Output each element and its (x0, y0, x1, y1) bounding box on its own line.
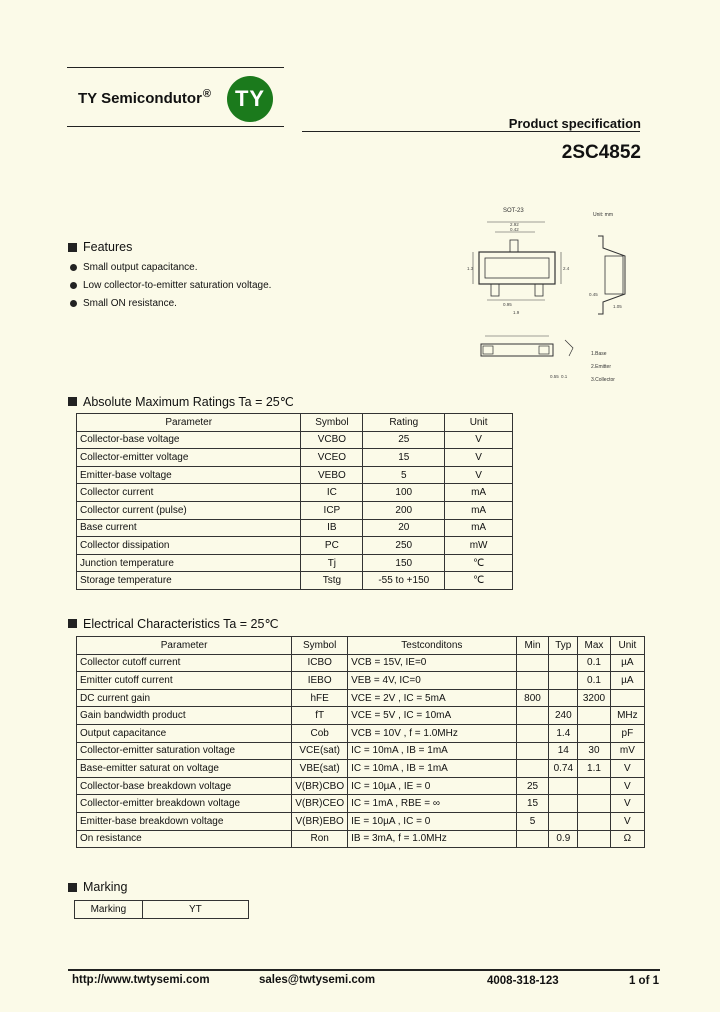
table-cell (549, 654, 578, 672)
abs-max-table (76, 413, 513, 590)
table-row (77, 572, 513, 590)
table-cell: VCEO (301, 449, 363, 467)
footer-website-link[interactable]: http://www.twtysemi.com (72, 974, 210, 986)
abs-max-body (77, 431, 513, 589)
table-cell: IC = 10µA , IE = 0 (348, 777, 516, 795)
dim-thickness: 0.1 (561, 374, 568, 379)
dim-foot-length: 0.45 (589, 292, 598, 297)
bullet-icon (70, 282, 77, 289)
table-cell: VCE = 5V , IC = 10mA (348, 707, 516, 725)
table-cell: Emitter cutoff current (77, 672, 292, 690)
dim-lead-width: 0.42 (510, 227, 519, 232)
marking-heading (68, 880, 127, 894)
dim-overall-width: 2.4 (563, 266, 570, 271)
pin-3-label: 3.Collector (591, 377, 615, 383)
table-cell: 800 (516, 689, 549, 707)
table-cell: 5 (516, 812, 549, 830)
bullet-icon (70, 300, 77, 307)
table-cell (516, 760, 549, 778)
dim-lead-pitch: 0.95 (503, 302, 512, 307)
table-cell (549, 777, 578, 795)
table-cell: Collector cutoff current (77, 654, 292, 672)
company-logo: TY (227, 76, 273, 122)
pin-2-label: 2.Emitter (591, 364, 612, 370)
table-cell: IB = 3mA, f = 1.0MHz (348, 830, 516, 848)
table-cell (578, 795, 611, 813)
table-row (77, 484, 513, 502)
table-header-row (77, 414, 513, 432)
col-header: Parameter (77, 414, 301, 432)
table-row (77, 554, 513, 572)
feature-text: Small output capacitance. (83, 261, 198, 273)
table-cell: Gain bandwidth product (77, 707, 292, 725)
abs-max-heading (68, 394, 294, 409)
dim-length: 2.92 (510, 222, 519, 227)
marking-title: Marking (83, 880, 128, 894)
table-cell: VBE(sat) (292, 760, 348, 778)
table-cell: ℃ (445, 554, 513, 572)
table-cell: hFE (292, 689, 348, 707)
spec-rule (302, 131, 640, 132)
table-cell: Junction temperature (77, 554, 301, 572)
footer-phone: 4008-318-123 (487, 975, 559, 987)
table-cell (549, 689, 578, 707)
elec-body (77, 654, 645, 848)
product-specification-label: Product specification (508, 116, 641, 131)
col-header: Symbol (301, 414, 363, 432)
table-cell: Tstg (301, 572, 363, 590)
table-row (77, 689, 645, 707)
table-row (77, 501, 513, 519)
col-header: Rating (363, 414, 445, 432)
table-cell: mW (445, 537, 513, 555)
package-outline-drawing (465, 200, 645, 390)
table-row (77, 537, 513, 555)
table-cell: 150 (363, 554, 445, 572)
feature-item (70, 258, 271, 276)
table-cell: 0.1 (578, 672, 611, 690)
abs-max-title: Absolute Maximum Ratings Ta = 25℃ (83, 395, 294, 409)
table-cell (549, 795, 578, 813)
marking-value: YT (142, 901, 248, 919)
section-bullet-icon (68, 883, 77, 892)
col-header: Max (578, 637, 611, 655)
table-cell (516, 830, 549, 848)
table-row (77, 466, 513, 484)
table-cell: 1.1 (578, 760, 611, 778)
table-row (77, 431, 513, 449)
table-cell: Collector-base voltage (77, 431, 301, 449)
table-cell: 0.74 (549, 760, 578, 778)
table-cell: 100 (363, 484, 445, 502)
table-cell: µA (610, 654, 644, 672)
table-cell: 15 (363, 449, 445, 467)
table-cell: ℃ (445, 572, 513, 590)
table-cell: IC (301, 484, 363, 502)
table-cell: -55 to +150 (363, 572, 445, 590)
table-row (77, 777, 645, 795)
table-cell: V (610, 795, 644, 813)
table-cell: 5 (363, 466, 445, 484)
table-cell: Storage temperature (77, 572, 301, 590)
table-cell: VEB = 4V, IC=0 (348, 672, 516, 690)
registered-mark: ® (202, 88, 212, 100)
table-cell: 3200 (578, 689, 611, 707)
features-title: Features (83, 240, 133, 254)
table-row (77, 672, 645, 690)
table-cell (549, 812, 578, 830)
table-cell: V (445, 449, 513, 467)
section-bullet-icon (68, 397, 77, 406)
table-cell: Tj (301, 554, 363, 572)
table-cell: IC = 1mA , RBE = ∞ (348, 795, 516, 813)
table-cell: DC current gain (77, 689, 292, 707)
table-cell: 15 (516, 795, 549, 813)
table-cell: On resistance (77, 830, 292, 848)
elec-title: Electrical Characteristics Ta = 25℃ (83, 617, 279, 631)
table-cell: V (610, 760, 644, 778)
col-header: Symbol (292, 637, 348, 655)
table-row (75, 901, 249, 919)
table-row (77, 654, 645, 672)
table-row (77, 812, 645, 830)
marking-label: Marking (75, 901, 143, 919)
table-cell: Collector current (77, 484, 301, 502)
table-cell: Ω (610, 830, 644, 848)
table-cell (578, 777, 611, 795)
table-cell: V (445, 431, 513, 449)
table-cell (610, 689, 644, 707)
table-cell: IB (301, 519, 363, 537)
footer-email-link[interactable]: sales@twtysemi.com (259, 974, 376, 986)
table-row (77, 519, 513, 537)
table-cell: 25 (363, 431, 445, 449)
table-cell: 14 (549, 742, 578, 760)
table-row (77, 707, 645, 725)
marking-table (74, 900, 249, 919)
table-cell: VEBO (301, 466, 363, 484)
table-cell: VCB = 10V , f = 1.0MHz (348, 724, 516, 742)
table-cell: mA (445, 501, 513, 519)
table-cell: PC (301, 537, 363, 555)
table-cell: 20 (363, 519, 445, 537)
table-cell: V(BR)CEO (292, 795, 348, 813)
table-cell: 0.9 (549, 830, 578, 848)
table-cell: 0.1 (578, 654, 611, 672)
table-cell (549, 672, 578, 690)
table-cell: V(BR)EBO (292, 812, 348, 830)
table-cell: Collector-emitter voltage (77, 449, 301, 467)
table-cell: ICBO (292, 654, 348, 672)
pin-1-label: 1.Base (591, 351, 607, 357)
table-cell: Collector dissipation (77, 537, 301, 555)
table-cell: V(BR)CBO (292, 777, 348, 795)
features-list (70, 258, 271, 312)
table-cell: VCBO (301, 431, 363, 449)
table-cell: Collector-emitter breakdown voltage (77, 795, 292, 813)
package-unit: Unit: mm (593, 212, 613, 218)
footer-page-number: 1 of 1 (628, 975, 659, 987)
table-cell: V (610, 777, 644, 795)
header-top-rule (67, 67, 284, 68)
table-cell: 200 (363, 501, 445, 519)
table-cell: VCE = 2V , IC = 5mA (348, 689, 516, 707)
table-cell: mA (445, 519, 513, 537)
col-header: Unit (610, 637, 644, 655)
col-header: Typ (549, 637, 578, 655)
table-cell: Ron (292, 830, 348, 848)
table-row (77, 449, 513, 467)
table-cell (578, 707, 611, 725)
table-row (77, 724, 645, 742)
table-cell (578, 724, 611, 742)
section-bullet-icon (68, 243, 77, 252)
table-cell: Base-emitter saturat on voltage (77, 760, 292, 778)
table-cell (516, 654, 549, 672)
table-row (77, 795, 645, 813)
col-header: Min (516, 637, 549, 655)
section-bullet-icon (68, 619, 77, 628)
table-cell: MHz (610, 707, 644, 725)
table-cell: mV (610, 742, 644, 760)
table-cell: IEBO (292, 672, 348, 690)
table-cell: Collector-base breakdown voltage (77, 777, 292, 795)
header-bottom-rule (67, 126, 284, 127)
table-cell: µA (610, 672, 644, 690)
table-cell (516, 742, 549, 760)
feature-text: Low collector-to-emitter saturation voltage. (83, 279, 272, 291)
part-number: 2SC4852 (561, 142, 641, 163)
table-row (77, 742, 645, 760)
table-cell: Cob (292, 724, 348, 742)
table-cell: Base current (77, 519, 301, 537)
footer-rule (68, 969, 660, 971)
table-cell: 1.4 (549, 724, 578, 742)
table-cell: Collector-emitter saturation voltage (77, 742, 292, 760)
table-cell: 25 (516, 777, 549, 795)
feature-item (70, 294, 271, 312)
features-heading (68, 240, 132, 254)
table-cell: V (610, 812, 644, 830)
feature-text: Small ON resistance. (83, 297, 177, 309)
col-header: Testconditons (348, 637, 516, 655)
dim-height: 1.05 (613, 304, 622, 309)
table-cell: Output capacitance (77, 724, 292, 742)
table-cell: IC = 10mA , IB = 1mA (348, 742, 516, 760)
table-cell: fT (292, 707, 348, 725)
table-cell: mA (445, 484, 513, 502)
table-cell (516, 724, 549, 742)
company-name (78, 90, 211, 107)
table-cell: IE = 10µA , IC = 0 (348, 812, 516, 830)
col-header: Unit (445, 414, 513, 432)
table-cell (516, 672, 549, 690)
table-cell (578, 830, 611, 848)
table-cell: Emitter-base breakdown voltage (77, 812, 292, 830)
table-cell: VCB = 15V, IE=0 (348, 654, 516, 672)
table-cell: VCE(sat) (292, 742, 348, 760)
table-header-row (77, 637, 645, 655)
table-cell: IC = 10mA , IB = 1mA (348, 760, 516, 778)
feature-item (70, 276, 271, 294)
table-cell: Collector current (pulse) (77, 501, 301, 519)
dim-width: 1.3 (467, 266, 474, 271)
table-cell (516, 707, 549, 725)
table-cell: pF (610, 724, 644, 742)
bullet-icon (70, 264, 77, 271)
elec-heading (68, 616, 278, 631)
elec-table (76, 636, 645, 848)
dim-lead-span: 1.9 (513, 310, 520, 315)
table-cell: 30 (578, 742, 611, 760)
dim-standoff: 0.55 (550, 374, 559, 379)
table-row (77, 830, 645, 848)
col-header: Parameter (77, 637, 292, 655)
table-row (77, 760, 645, 778)
table-cell: Emitter-base voltage (77, 466, 301, 484)
table-cell: V (445, 466, 513, 484)
table-cell: 240 (549, 707, 578, 725)
package-name: SOT-23 (503, 208, 524, 214)
company-name-text: TY Semicondutor (78, 90, 202, 107)
table-cell (578, 812, 611, 830)
table-cell: ICP (301, 501, 363, 519)
table-cell: 250 (363, 537, 445, 555)
